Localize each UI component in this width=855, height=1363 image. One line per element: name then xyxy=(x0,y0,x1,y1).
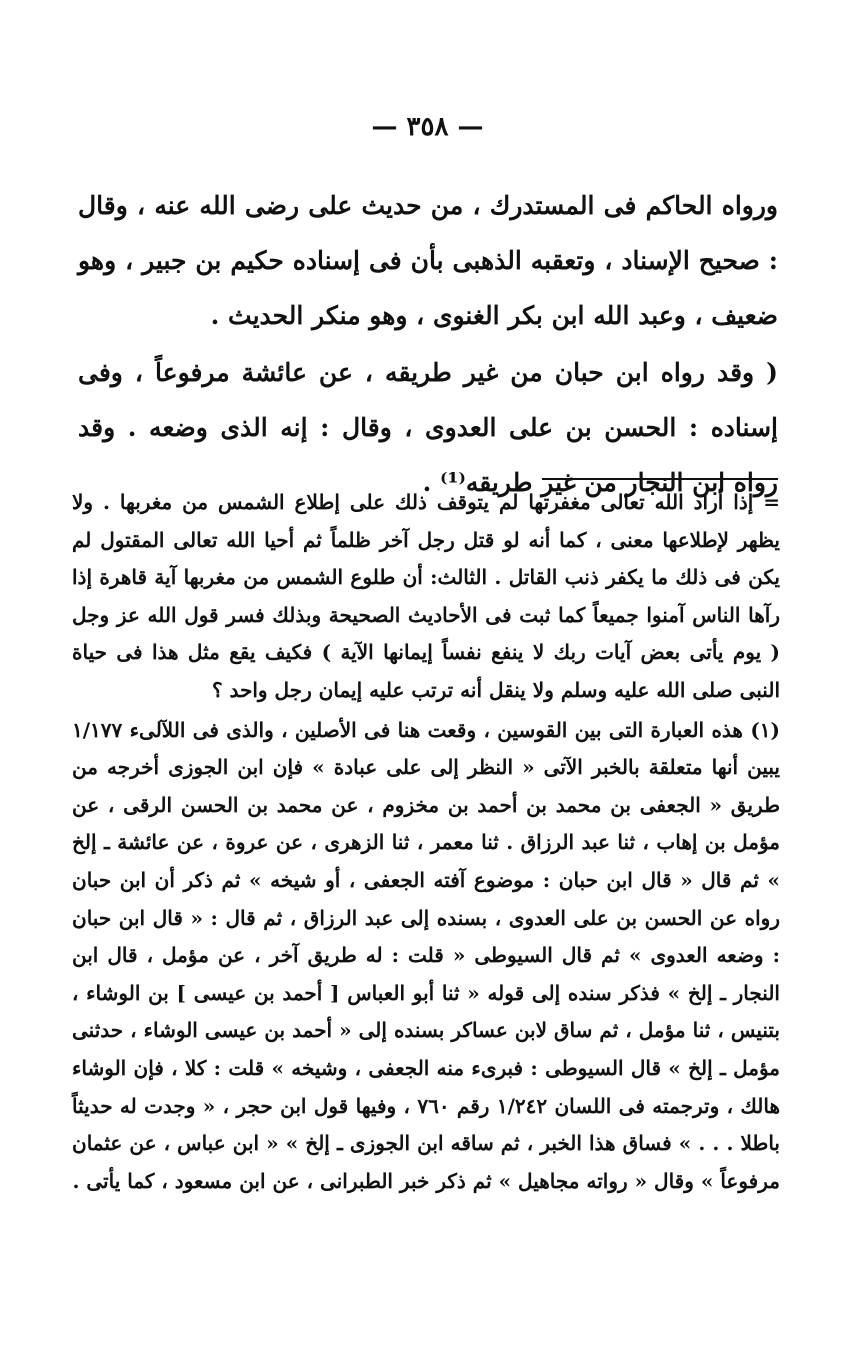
footnote-1: (١) هذه العبارة التى بين القوسين ، وقعت هنا فى الأصلين ، والذى فى اللآلىء ١/١٧٧ يبين أنها متعلقة بالخبر الآتى « النظر إلى على عبادة » فإن ابن الجوزى أخرجه من طريق « الجعفى بن محمد بن أحمد بن مخزوم ، عن محمد بن الحسن الرقى ، عن مؤمل بن إهاب ، ثنا عبد الرزاق . ثنا معمر ، ثنا الزهرى ، عن عروة ، عن عائشة ـ إلخ » ثم قال « قال ابن حبان : موضوع آفته الجعفى ، أو شيخه » ثم ذكر أن ابن حبان رواه عن الحسن بن على العدوى ، بسنده إلى عبد الرزاق ، ثم قال : « قال ابن حبان : وضعه العدوى » ثم قال السيوطى « قلت : له طريق آخر ، عن مؤمل ، قال ابن النجار ـ إلخ » فذكر سنده إلى قوله « ثنا أبو العباس [ أحمد بن عيسى ] بن الوشاء ، بتنيس ، ثنا مؤمل ، ثم ساق لابن عساكر بسنده إلى « أحمد بن عيسى الوشاء ، حدثنى مؤمل ـ إلخ » قال السيوطى : فبرىء منه الجعفى ، وشيخه » قلت : كلا ، فإن الوشاء هالك ، وترجمته فى اللسان ١/٢٤٢ رقم ٧٦٠ ، وفيها قول ابن حجر ، « وجدت له حديثاً باطلا . . . » فساق هذا الخبر ، ثم ساقه ابن الجوزى ـ إلخ » « ابن عباس ، عن عثمان مرفوعاً » وقال « رواته مجاهيل » ثم ذكر خبر الطبرانى ، عن ابن مسعود ، كما يأتى . xyxy=(72,717,780,1193)
footnote-continuation: = إذا أراد الله تعالى مغفرتها لم يتوقف ذلك على إطلاع الشمس من مغربها . ولا يظهر لإطلاعها معنى ، كما أنه لو قتل رجل آخر ظلماً ثم أحيا الله تعالى المقتول لم يكن فى ذلك ما يكفر ذنب القاتل . الثالث: أن طلوع الشمس من مغربها آية قاهرة إذا رآها الناس آمنوا جميعاً كما ثبت فى الأحاديث الصحيحة وبذلك فسر قول الله عز وجل ( يوم يأتى بعض آيات ربك لا ينفع نفساً إيمانها الآية ) فكيف يقع مثل هذا فى حياة النبى صلى الله عليه وسلم ولا ينقل أنه ترتب عليه إيمان رجل واحد ؟ xyxy=(72,490,780,702)
footnote-divider xyxy=(542,478,778,480)
footnotes xyxy=(72,484,780,1200)
main-paragraph: ( وقد رواه ابن حبان من غير طريقه ، عن عائشة مرفوعاً ، وفى إسناده : الحسن بن على العدوى ، وقال : إنه الذى وضعه . وقد رواه ابن النجار من غير طريقه⁽¹⁾ . xyxy=(78,358,778,497)
page-number: — ٣٥٨ — xyxy=(371,112,484,142)
main-text xyxy=(78,178,778,510)
main-paragraph: ورواه الحاكم فى المستدرك ، من حديث على رضى الله عنه ، وقال : صحيح الإسناد ، وتعقبه الذهبى بأن فى إسناده حكيم بن جبير ، وهو ضعيف ، وعبد الله ابن بكر الغنوى ، وهو منكر الحديث . xyxy=(78,191,778,330)
